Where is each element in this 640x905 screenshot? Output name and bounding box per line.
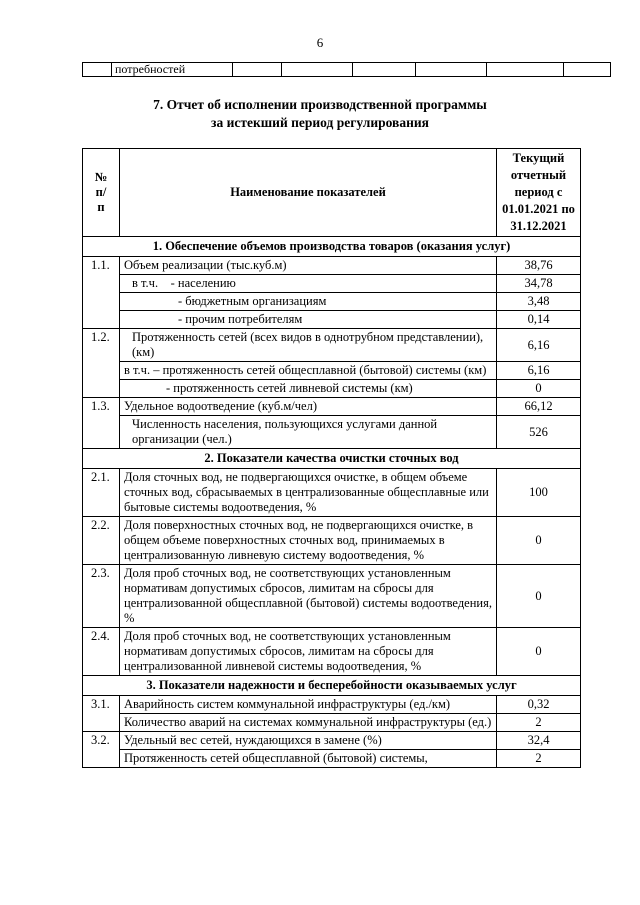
- table-row: [83, 750, 581, 768]
- row-name: Количество аварий на системах коммунальной инфраструктуры (ед.): [120, 714, 497, 732]
- row-value: 100: [497, 469, 581, 517]
- row-name: Численность населения, пользующихся услугами данной организации (чел.): [120, 416, 497, 449]
- row-name: Протяженность сетей общесплавной (бытовой) системы,: [120, 750, 497, 768]
- row-value: 526: [497, 416, 581, 449]
- row-number: [83, 416, 120, 449]
- row-name: Доля проб сточных вод, не соответствующих установленным нормативам допустимых сбросов, лимитам на сбросы для централизованной общесплавной (бытовой) системы водоотведения, %: [120, 565, 497, 628]
- row-value: 32,4: [497, 732, 581, 750]
- row-name: - протяженность сетей ливневой системы (км): [120, 380, 497, 398]
- row-name: - прочим потребителям: [120, 311, 497, 329]
- row-number: [83, 311, 120, 329]
- col-header-period: Текущий отчетный период с 01.01.2021 по 31.12.2021: [497, 149, 581, 237]
- section-row-3: [83, 676, 581, 696]
- table-row: [83, 275, 581, 293]
- fragment-text-cell: потребностей: [112, 63, 233, 77]
- fragment-cell: [487, 63, 564, 77]
- table-row: [83, 311, 581, 329]
- row-number: 2.1.: [83, 469, 120, 517]
- row-name: Аварийность систем коммунальной инфраструктуры (ед./км): [120, 696, 497, 714]
- row-value: 0,14: [497, 311, 581, 329]
- table-row: [83, 257, 581, 275]
- row-name: Удельный вес сетей, нуждающихся в замене (%): [120, 732, 497, 750]
- table-row: [83, 469, 581, 517]
- report-table: [82, 148, 581, 768]
- row-name: в т.ч. - населению: [120, 275, 497, 293]
- table-row: [83, 517, 581, 565]
- row-value: 2: [497, 750, 581, 768]
- table-row: [83, 732, 581, 750]
- row-number: 1.3.: [83, 398, 120, 416]
- table-row: [83, 380, 581, 398]
- row-value: 6,16: [497, 362, 581, 380]
- table-row: [83, 628, 581, 676]
- row-number: [83, 362, 120, 380]
- section-title: 2. Показатели качества очистки сточных вод: [83, 449, 581, 469]
- row-value: 34,78: [497, 275, 581, 293]
- row-name: Доля поверхностных сточных вод, не подвергающихся очистке, в общем объеме поверхностных сточных вод, принимаемых в централизованную ливневую систему водоотведения, %: [120, 517, 497, 565]
- row-name: в т.ч. – протяженность сетей общесплавной (бытовой) системы (км): [120, 362, 497, 380]
- row-name: Объем реализации (тыс.куб.м): [120, 257, 497, 275]
- heading-line-1: 7. Отчет об исполнении производственной программы: [153, 97, 487, 112]
- table-header-row: [83, 149, 581, 237]
- table-row: [83, 416, 581, 449]
- fragment-cell: [564, 63, 611, 77]
- row-value: 2: [497, 714, 581, 732]
- previous-table-fragment: [82, 62, 611, 77]
- col-header-number: № п/п: [83, 149, 120, 237]
- fragment-cell: [353, 63, 416, 77]
- row-number: 2.3.: [83, 565, 120, 628]
- row-value: 0,32: [497, 696, 581, 714]
- table-row: [83, 696, 581, 714]
- row-value: 0: [497, 565, 581, 628]
- table-row: [83, 714, 581, 732]
- row-number: [83, 750, 120, 768]
- section-row-2: [83, 449, 581, 469]
- row-value: 6,16: [497, 329, 581, 362]
- section-heading: [0, 96, 640, 132]
- row-number: 1.2.: [83, 329, 120, 362]
- table-row: [83, 398, 581, 416]
- table-row: [83, 293, 581, 311]
- row-name: - бюджетным организациям: [120, 293, 497, 311]
- row-number: [83, 275, 120, 293]
- table-row: [83, 565, 581, 628]
- row-value: 38,76: [497, 257, 581, 275]
- section-title: 1. Обеспечение объемов производства товаров (оказания услуг): [83, 237, 581, 257]
- row-value: 0: [497, 380, 581, 398]
- heading-line-2: за истекший период регулирования: [211, 115, 429, 130]
- row-number: 2.4.: [83, 628, 120, 676]
- fragment-cell: [282, 63, 353, 77]
- row-value: 0: [497, 517, 581, 565]
- fragment-cell: [83, 63, 112, 77]
- row-number: [83, 714, 120, 732]
- row-number: [83, 293, 120, 311]
- row-name: Удельное водоотведение (куб.м/чел): [120, 398, 497, 416]
- row-number: 1.1.: [83, 257, 120, 275]
- table-row: [83, 362, 581, 380]
- table-row: [83, 329, 581, 362]
- col-header-name: Наименование показателей: [120, 149, 497, 237]
- row-name: Доля проб сточных вод, не соответствующих установленным нормативам допустимых сбросов, лимитам на сбросы для централизованной ливневой системы водоотведения, %: [120, 628, 497, 676]
- row-name: Доля сточных вод, не подвергающихся очистке, в общем объеме сточных вод, сбрасываемых в централизованные общесплавные или бытовые системы водоотведения, %: [120, 469, 497, 517]
- row-name: Протяженность сетей (всех видов в однотрубном представлении), (км): [120, 329, 497, 362]
- page-number: 6: [316, 35, 324, 50]
- row-number: [83, 380, 120, 398]
- row-number: 2.2.: [83, 517, 120, 565]
- section-title: 3. Показатели надежности и бесперебойности оказываемых услуг: [83, 676, 581, 696]
- section-row-1: [83, 237, 581, 257]
- row-value: 0: [497, 628, 581, 676]
- row-number: 3.1.: [83, 696, 120, 714]
- row-value: 3,48: [497, 293, 581, 311]
- row-value: 66,12: [497, 398, 581, 416]
- row-number: 3.2.: [83, 732, 120, 750]
- fragment-cell: [233, 63, 282, 77]
- fragment-cell: [416, 63, 487, 77]
